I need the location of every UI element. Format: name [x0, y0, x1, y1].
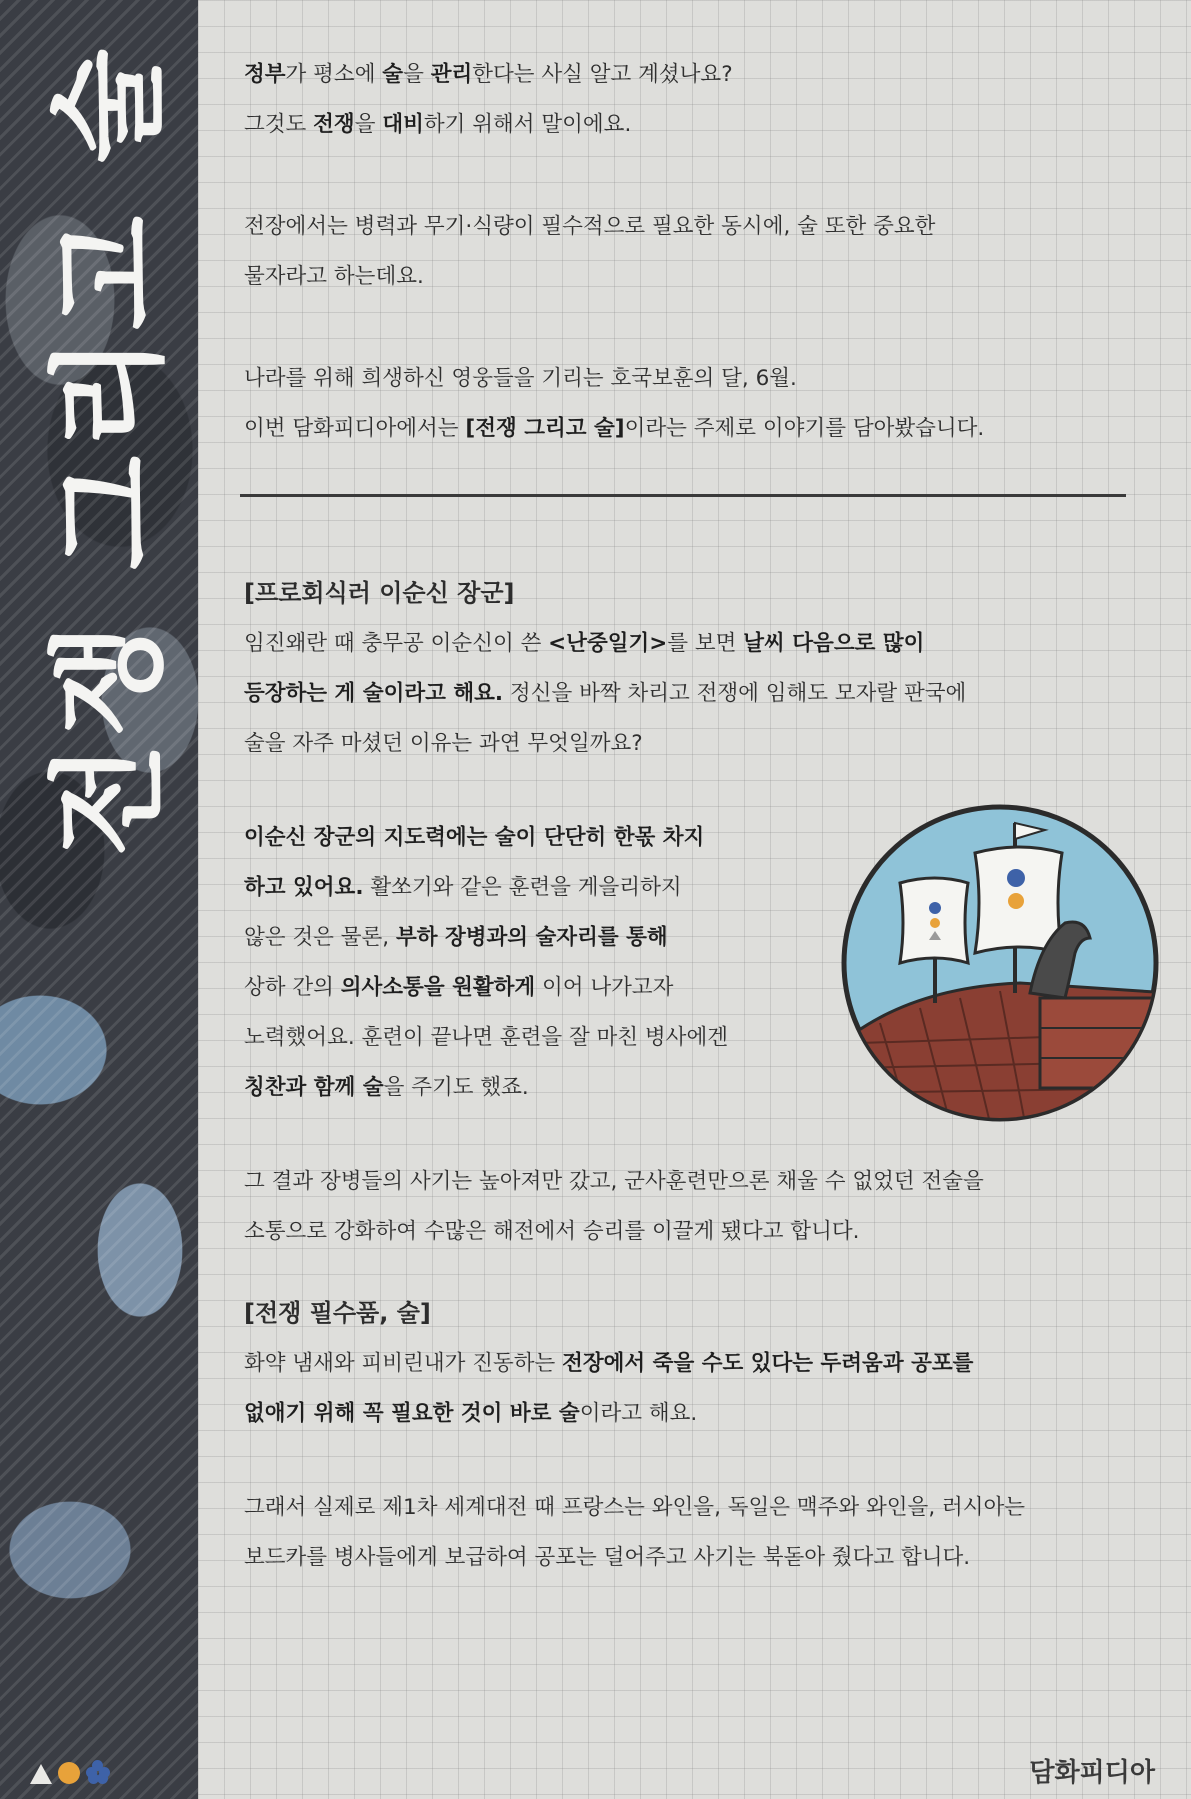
section-divider: [240, 494, 1126, 497]
text-run: 을 주기도 했죠.: [383, 1075, 529, 1100]
text-run: 소통으로 강화하여 수많은 해전에서 승리를 이끌게 됐다고 합니다.: [244, 1219, 860, 1244]
text-run: 보드카를 병사들에게 보급하여 공포는 덜어주고 사기는 북돋아 줬다고 합니다.: [244, 1545, 971, 1570]
vertical-title: 전쟁 그리고 술: [40, 42, 178, 858]
text-run: 한다는 사실 알고 계셨나요?: [472, 62, 733, 87]
bold-text-run: 전장에서 죽을 수도 있다는 두려움과 공포를: [562, 1351, 974, 1376]
text-run: 상하 간의: [244, 975, 341, 1000]
text-run: 그 결과 장병들의 사기는 높아져만 갔고, 군사훈련만으론 채울 수 없었던 전술을: [244, 1169, 984, 1194]
text-run: 그것도: [244, 112, 314, 137]
bold-text-run: 날씨 다음으로 많이: [743, 631, 925, 656]
body-paragraph: [244, 1157, 1144, 1257]
bold-text-run: <난중일기>: [548, 631, 668, 656]
text-run: 술을 자주 마셨던 이유는 과연 무엇일까요?: [244, 731, 643, 756]
text-run: 전장에서는 병력과 무기·식량이 필수적으로 필요한 동시에, 술 또한 중요한: [244, 214, 936, 239]
vertical-title-wrap: [0, 40, 198, 860]
circle-icon: [58, 1762, 80, 1784]
text-run: 이라고 해요.: [579, 1401, 698, 1426]
intro-paragraph: [244, 50, 1144, 150]
grid-paper: [198, 0, 1191, 1799]
text-run: 화약 냄새와 피비린내가 진동하는: [244, 1351, 563, 1376]
bold-text-run: 칭찬과 함께 술: [244, 1075, 384, 1100]
article-content: [244, 50, 1144, 1635]
text-run: 을: [403, 62, 431, 87]
intro-paragraph: [244, 354, 1144, 454]
text-run: 노력했어요. 훈련이 끝나면 훈련을 잘 마친 병사에겐: [244, 1025, 728, 1050]
bold-text-run: 의사소통을 원활하게: [340, 975, 536, 1000]
text-run: 을: [354, 112, 383, 137]
text-run: 가 평소에: [285, 62, 383, 87]
bold-text-run: 정부: [244, 62, 286, 87]
body-paragraph: [244, 1483, 1144, 1583]
body-paragraph: [244, 1339, 1144, 1439]
triangle-icon: [30, 1764, 52, 1784]
footer-logo: 담화피디아: [1029, 1758, 1155, 1788]
bold-text-run: 대비: [382, 112, 424, 137]
section-heading: [프로회식러 이순신 장군]: [244, 579, 515, 607]
brand-shapes: [30, 1760, 110, 1784]
bold-text-run: 부하 장병과의 술자리를 통해: [395, 925, 668, 950]
bold-text-run: 없애기 위해 꼭 필요한 것이 바로 술: [244, 1401, 580, 1426]
text-run: 않은 것은 물론,: [244, 925, 396, 950]
text-run: 이번 담화피디아에서는: [244, 416, 466, 441]
bold-text-run: 전쟁: [313, 112, 355, 137]
text-run: 그래서 실제로 제1차 세계대전 때 프랑스는 와인을, 독일은 맥주와 와인을, 러시아는: [244, 1495, 1026, 1520]
section-heading: [전쟁 필수품, 술]: [244, 1299, 431, 1327]
text-run: 이어 나가고자: [535, 975, 674, 1000]
text-run: 물자라고 하는데요.: [244, 264, 424, 289]
bold-text-run: 이순신 장군의 지도력에는 술이 단단히 한몫 차지: [244, 825, 705, 850]
flower-icon: [86, 1760, 110, 1784]
bold-text-run: 관리: [430, 62, 473, 87]
text-run: 를 보면: [667, 631, 744, 656]
camouflage-sidebar: [0, 0, 198, 1799]
text-run: 임진왜란 때 충무공 이순신이 쓴: [244, 631, 549, 656]
bold-text-run: 술: [382, 62, 404, 87]
text-run: 이라는 주제로 이야기를 담아봤습니다.: [624, 416, 985, 441]
text-run: 하기 위해서 말이에요.: [423, 112, 632, 137]
paragraph-with-illustration: [244, 813, 1144, 1113]
text-run: 활쏘기와 같은 훈련을 게을리하지: [363, 875, 682, 900]
body-paragraph: [244, 619, 1144, 769]
text-run: 나라를 위해 희생하신 영웅들을 기리는 호국보훈의 달, 6월.: [244, 366, 797, 391]
bold-text-run: [전쟁 그리고 술]: [465, 416, 625, 441]
body-paragraph: [244, 813, 814, 1113]
bold-text-run: 등장하는 게 술이라고 해요.: [244, 681, 504, 706]
bold-text-run: 하고 있어요.: [244, 875, 364, 900]
intro-paragraph: [244, 202, 1144, 302]
text-run: 정신을 바짝 차리고 전쟁에 임해도 모자랄 판국에: [503, 681, 967, 706]
turtle-ship-illustration: [840, 803, 1160, 1123]
